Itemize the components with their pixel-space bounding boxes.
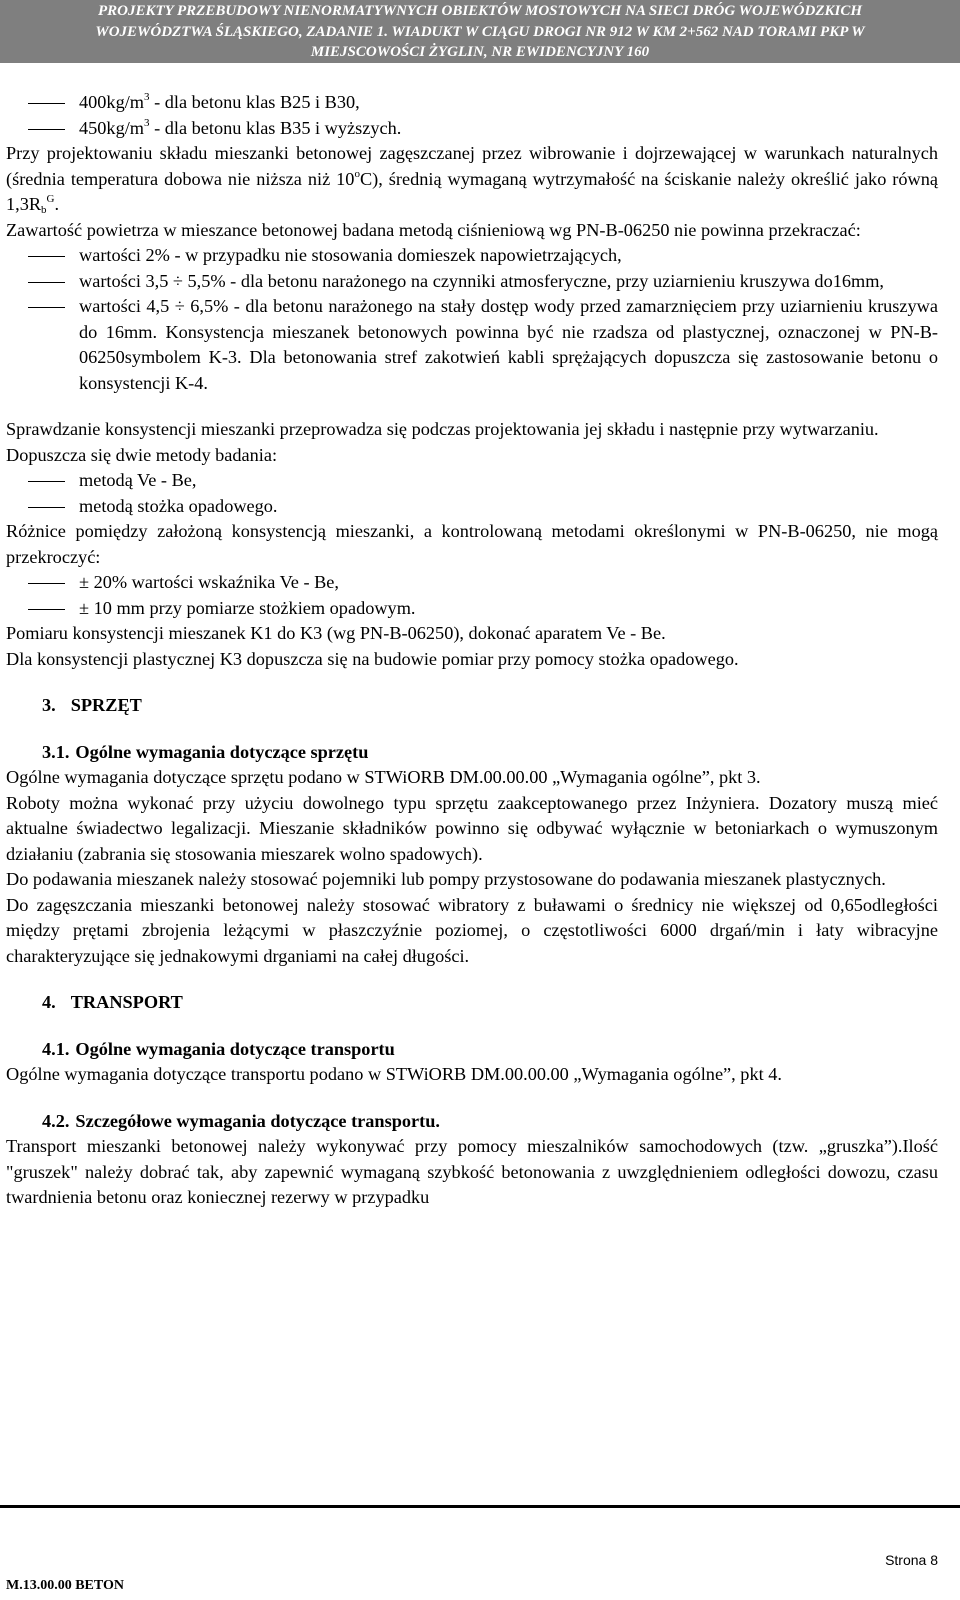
footer-divider	[0, 1505, 960, 1508]
tolerance-bullet: ± 20% wartości wskaźnika Ve - Be,	[6, 570, 938, 596]
header-line-1: PROJEKTY PRZEBUDOWY NIENORMATYWNYCH OBIEKTÓW MOSTOWYCH NA SIECI DRÓG WOJEWÓDZKICH	[97, 3, 863, 19]
cement-bullet-b35: $450kg/m^3$ - dla betonu klas B35 i wyższych.	[6, 116, 938, 142]
section-4-1-heading: 4.1. Ogólne wymagania dotyczące transportu	[42, 1038, 395, 1059]
header-line-2: WOJEWÓDZTWA ŚLĄSKIEGO, ZADANIE 1. WIADUKT W CIĄGU DROGI NR 912 W KM 2+562 NAD TORAMI PKP W	[95, 23, 865, 40]
page-number: Strona 8	[885, 1552, 938, 1568]
method-bullet: metodą stożka opadowego.	[6, 494, 938, 520]
equipment-roboty-paragraph: Roboty można wykonać przy użyciu dowolnego typu sprzętu zaakceptowanego przez Inżyniera. Dozatory muszą mieć aktualne świadectwo legalizacji. Mieszanie składników powinno się odbywać wyłącznie w betoniarkach o wymuszonym działaniu (zabrania się stosowania mieszarek wolno spadowych).	[6, 792, 938, 864]
equipment-pumps-paragraph: Do podawania mieszanek należy stosować pojemniki lub pompy przystosowane do podawania mieszanek plastycznych.	[6, 869, 886, 889]
method-bullet: metodą Ve - Be,	[6, 468, 938, 494]
methods-intro: Dopuszcza się dwie metody badania:	[6, 444, 278, 465]
equipment-vibrators-paragraph: Do zagęszczania mieszanki betonowej należy stosować wibratory z buławami o średnicy nie większej od 0,65odległości między prętami zbrojenia leżącymi w płaszczyźnie poziomej, o częstotliwości 6000 drgań/min i łaty wibracyjne charakteryzujące się jednakowymi drganiami na całej długości.	[6, 894, 938, 966]
measurement-paragraph: Pomiaru konsystencji mieszanek K1 do K3 (wg PN-B-06250), dokonać aparatem Ve - Be.	[6, 623, 666, 643]
header-line-3: MIEJSCOWOŚCI ŻYGLIN, NR EWIDENCYJNY 160	[310, 44, 650, 60]
section-3-heading: 3. SPRZĘT	[42, 695, 142, 715]
air-bullet: wartości 2% - w przypadku nie stosowania domieszek napowietrzających,	[6, 243, 938, 269]
transport-detail-paragraph: Transport mieszanki betonowej należy wykonywać przy pomocy mieszalników samochodowych (tzw. „gruszka”).Ilość "gruszek" należy dobrać tak, aby zapewnić wymaganą szybkość betonowania z uwzględnieniem odległości dowozu, czasu twardnienia betonu oraz koniecznej rezerwy w przypadku	[6, 1136, 938, 1207]
section-4-heading: 4. TRANSPORT	[42, 992, 183, 1012]
strength-paragraph: Przy projektowaniu składu mieszanki betonowej zagęszczanej przez wibrowanie i dojrzewającej w warunkach naturalnych (średnia temperatura dobowa nie niższa niż 10$^o$C), średnią wymaganą wytrzymałość na ściskanie należy określić jako równą $1,3R_b^G$.	[6, 143, 938, 216]
transport-general-paragraph: Ogólne wymagania dotyczące transportu podano w STWiORB DM.00.00.00 „Wymagania ogólne”, pkt 4.	[6, 1064, 782, 1084]
section-3-1-heading: 3.1. Ogólne wymagania dotyczące sprzętu	[42, 741, 369, 762]
differences-paragraph: Różnice pomiędzy założoną konsystencją mieszanki, a kontrolowaną metodami określonymi w PN-B-06250, nie mogą przekroczyć:	[6, 521, 938, 567]
air-bullet: wartości 4,5 ÷ 6,5% - dla betonu narażonego na stały dostęp wody przed zamarznięciem przy uziarnieniu kruszywa do 16mm. Konsystencja mieszanek betonowych powinna być nie rzadsza od plastycznej, oznaczonej w PN-B-06250symbolem K-3. Dla betonowania stref zakotwień kabli sprężających dopuszcza się zastosowanie betonu o konsystencji K-4.	[6, 294, 938, 396]
document-body	[6, 90, 938, 1211]
equipment-general-paragraph: Ogólne wymagania dotyczące sprzętu podano w STWiORB DM.00.00.00 „Wymagania ogólne”, pkt 3.	[6, 767, 761, 787]
document-header	[0, 0, 960, 63]
consistency-check-paragraph: Sprawdzanie konsystencji mieszanki przeprowadza się podczas projektowania jej składu i następnie przy wytwarzaniu.	[6, 419, 879, 439]
section-4-2-heading: 4.2. Szczegółowe wymagania dotyczące transportu.	[42, 1110, 440, 1131]
cement-bullet-b25: $400kg/m^3$ - dla betonu klas B25 i B30,	[6, 90, 938, 116]
tolerance-bullet: ± 10 mm przy pomiarze stożkiem opadowym.	[6, 596, 938, 622]
air-content-paragraph: Zawartość powietrza w mieszance betonowej badana metodą ciśnieniową wg PN-B-06250 nie powinna przekraczać:	[6, 219, 861, 240]
plastic-consistency-paragraph: Dla konsystencji plastycznej K3 dopuszcza się na budowie pomiar przy pomocy stożka opadowego.	[6, 648, 739, 669]
air-bullet: wartości 3,5 ÷ 5,5% - dla betonu narażonego na czynniki atmosferyczne, przy uziarnieniu kruszywa do16mm,	[6, 269, 938, 295]
document-code: M.13.00.00 BETON	[6, 1578, 124, 1593]
